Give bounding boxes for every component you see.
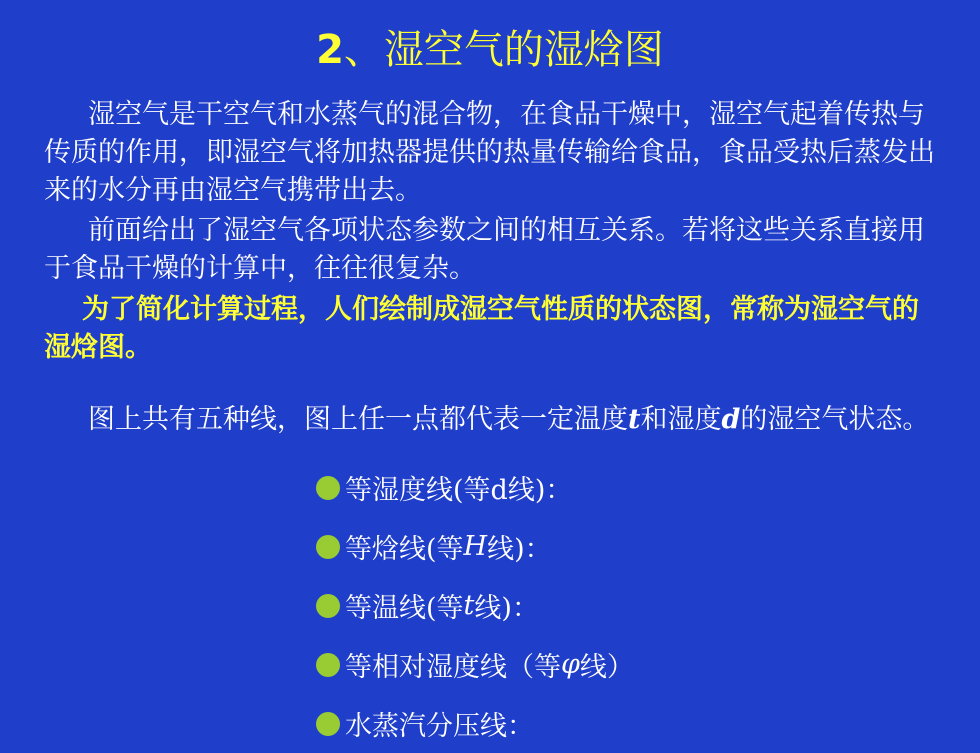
bullet-text: 水蒸汽分压线： [345, 711, 534, 742]
list-item [316, 458, 634, 517]
bullet-icon [316, 476, 340, 500]
bullet-text-suffix: 线） [579, 652, 634, 683]
paragraph-lines-part1: 图上共有五种线，图上任一点都代表一定温度 [88, 404, 628, 435]
paragraph-highlight: 为了简化计算过程，人们绘制成湿空气性质的状态图，常称为湿空气的湿焓图。 [44, 294, 919, 363]
bullet-icon [316, 653, 340, 677]
title-number: 2 [316, 27, 344, 73]
bullet-text-suffix: 线)： [474, 593, 539, 624]
bullet-text: 等湿度线(等d线)： [345, 475, 573, 506]
bullet-text: 等相对湿度线（等 [345, 652, 561, 683]
slide-title [0, 22, 980, 78]
list-item [316, 576, 634, 635]
bullet-icon [316, 712, 340, 736]
bullet-icon [316, 594, 340, 618]
bullet-variable: φ [561, 649, 580, 680]
list-item [316, 635, 634, 694]
bullet-text: 等温线(等 [345, 593, 464, 624]
list-item [316, 517, 634, 576]
paragraph-relations: 前面给出了湿空气各项状态参数之间的相互关系。若将这些关系直接用于食品干燥的计算中，往往很复杂。 [44, 215, 925, 284]
bullet-variable: H [463, 531, 488, 562]
paragraph-intro: 湿空气是干空气和水蒸气的混合物，在食品干燥中，湿空气起着传热与传质的作用，即湿空气将加热器提供的热量传输给食品，食品受热后蒸发出来的水分再由湿空气携带出去。 [44, 99, 935, 206]
bullet-variable: t [463, 590, 475, 621]
list-item [316, 694, 634, 753]
paragraph-lines-part2: 和湿度 [640, 404, 722, 435]
paragraph-lines [44, 399, 940, 441]
bullet-text-suffix: 线)： [487, 534, 552, 565]
bullet-icon [316, 535, 340, 559]
temperature-variable: t [628, 404, 641, 435]
line-types-list [316, 458, 634, 753]
paragraph-lines-part3: 的湿空气状态。 [740, 404, 930, 435]
bullet-text: 等焓线(等 [345, 534, 464, 565]
humidity-variable: d [721, 404, 741, 435]
title-text: 、湿空气的湿焓图 [343, 27, 664, 73]
